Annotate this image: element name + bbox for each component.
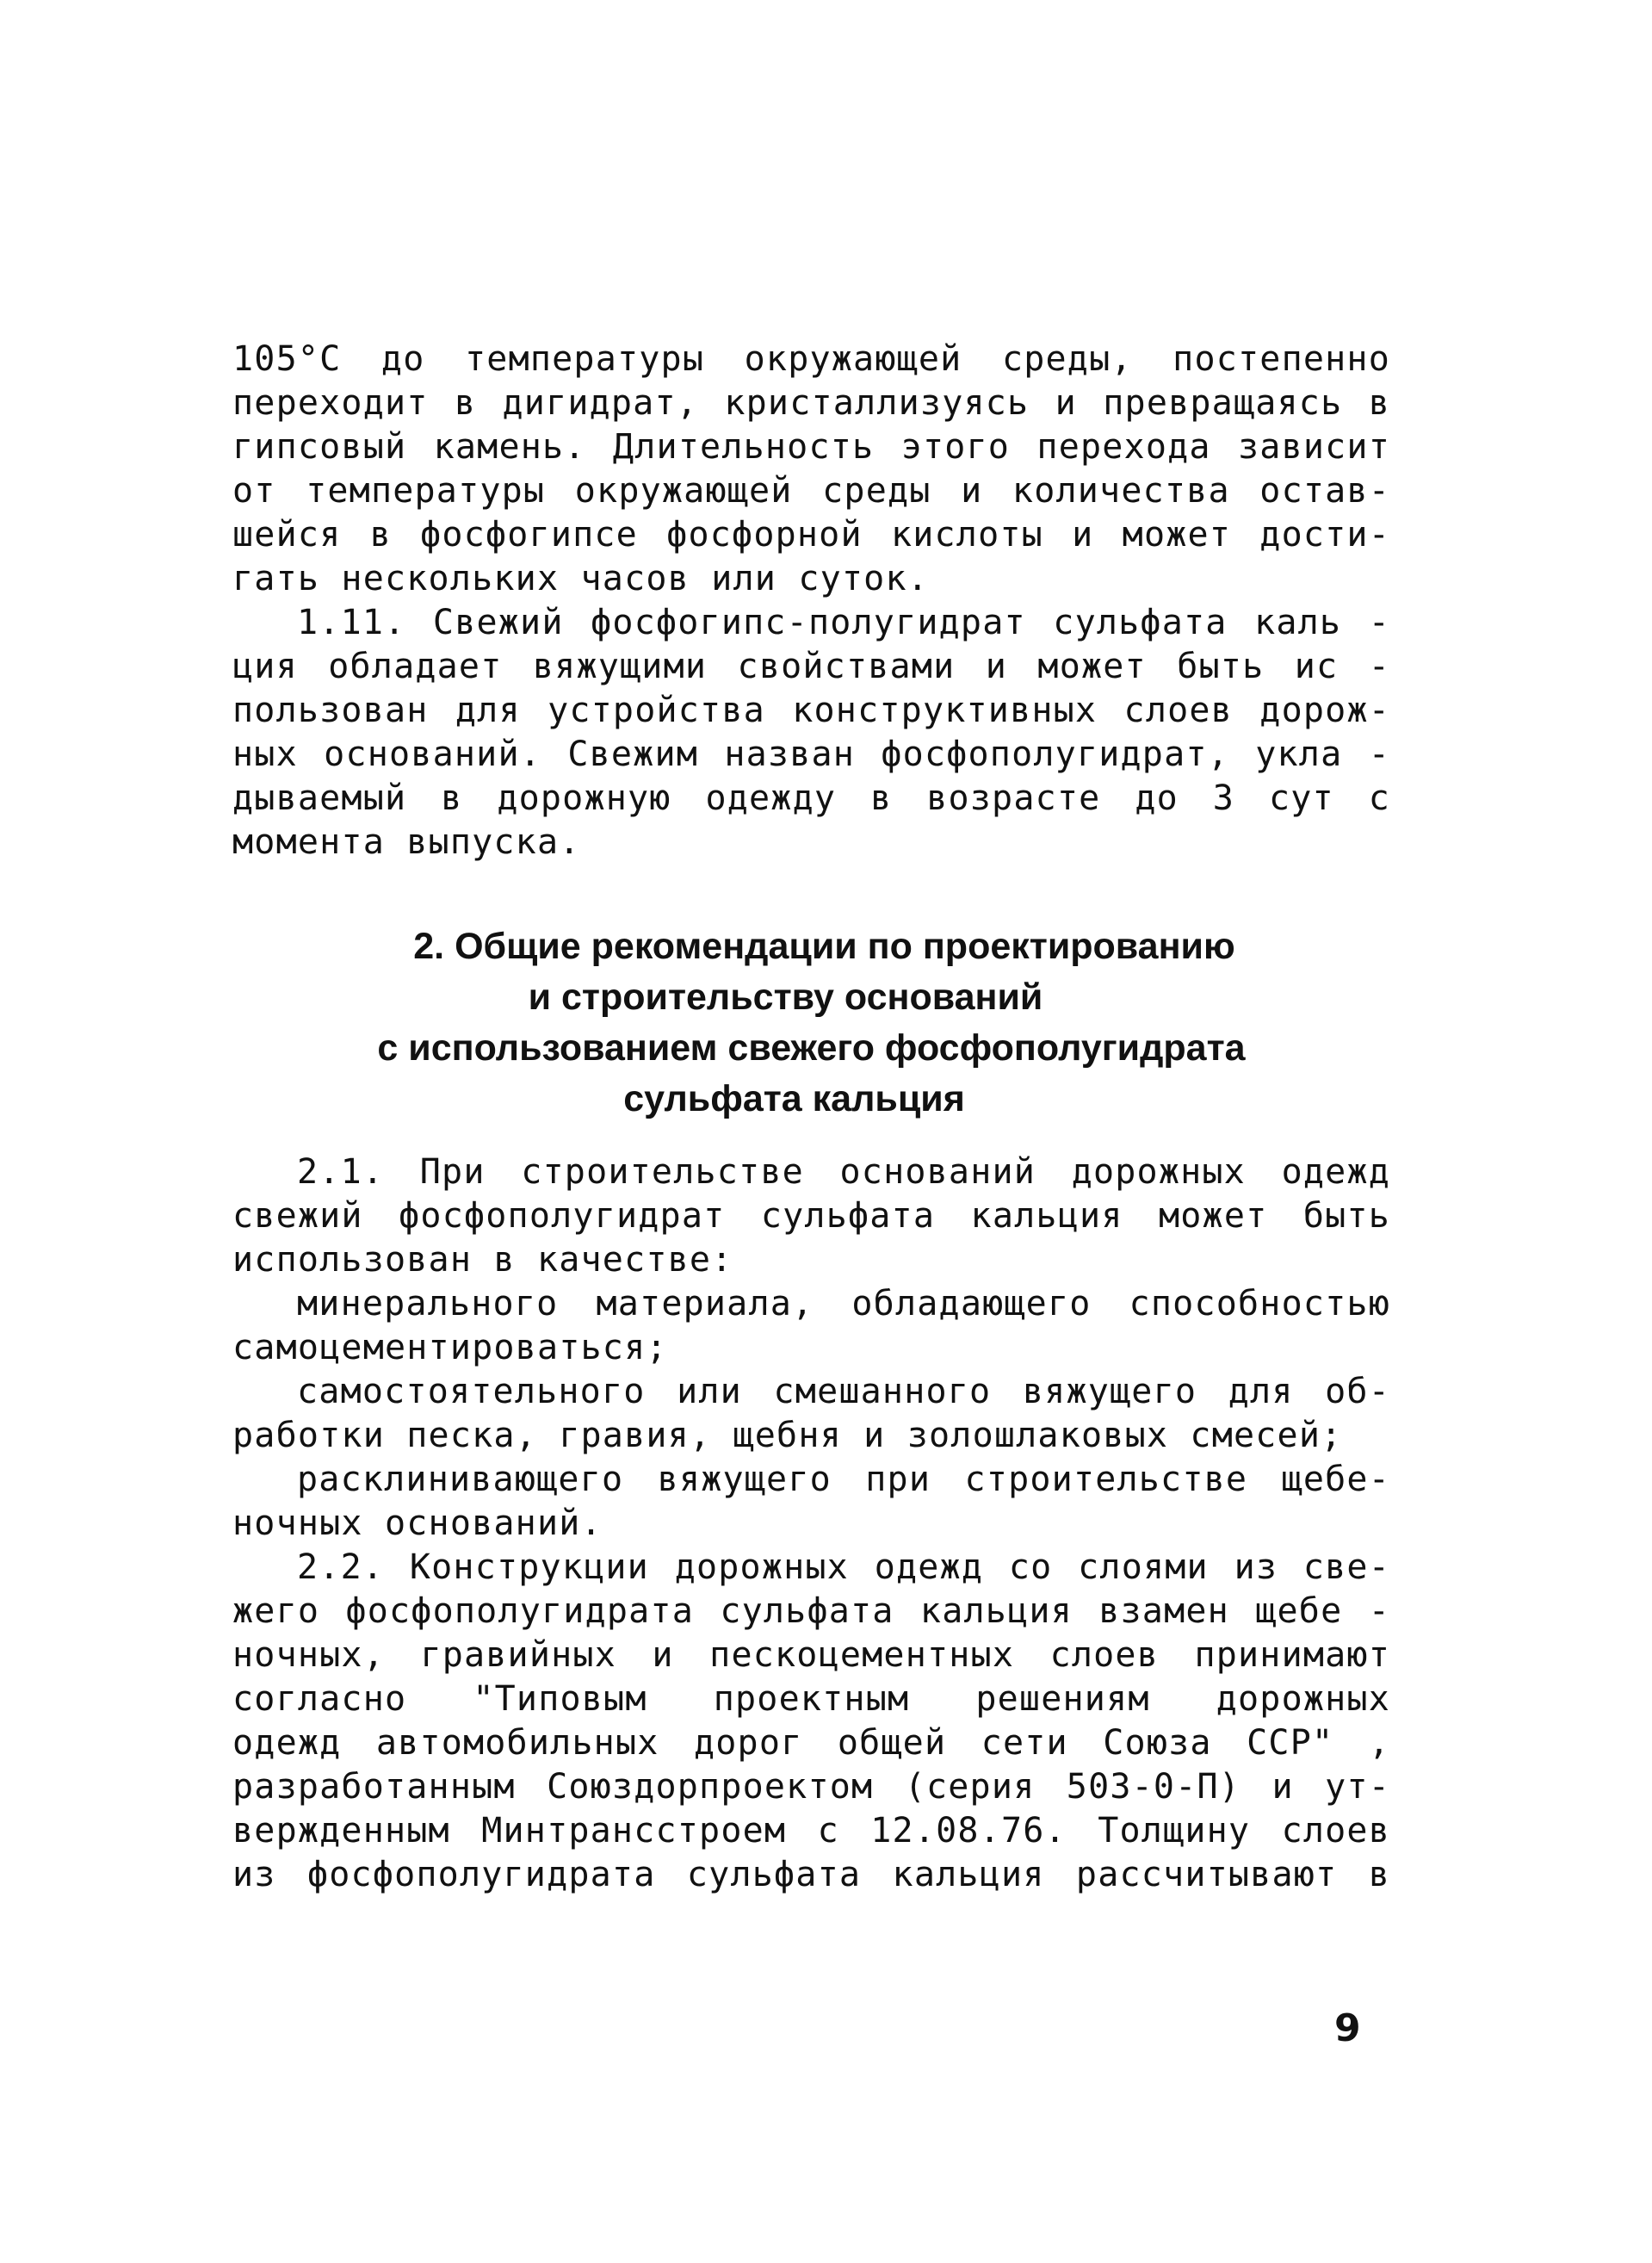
text-line: 1.11. Свежий фосфогипс-полугидрат сульфата каль - [297, 603, 1390, 642]
text-line: дываемый в дорожную одежду в возрасте до 3 сут с [232, 778, 1390, 818]
paragraph-block-bottom [232, 1150, 1390, 1897]
text-line: момента выпуска. [232, 822, 581, 862]
text-line: гипсовый камень. Длительность этого перехода зависит [232, 427, 1390, 467]
text-line: из фосфополугидрата сульфата кальция рассчитывают в [232, 1855, 1390, 1894]
paragraph-block-top [232, 338, 1390, 865]
text-line: разработанным Союздорпроектом (серия 503-0-П) и ут- [232, 1767, 1390, 1807]
text-line: от температуры окружающей среды и количества остав- [232, 471, 1390, 511]
text-line: работки песка, гравия, щебня и золошлаковых смесей; [232, 1416, 1343, 1455]
text-line: ночных, гравийных и пескоцементных слоев принимают [232, 1635, 1390, 1675]
text-line: ция обладает вяжущими свойствами и может быть ис - [232, 647, 1390, 686]
heading-line: с использованием свежего фосфополугидрата [377, 1027, 1246, 1069]
heading-line: сульфата кальция [623, 1078, 965, 1119]
page-number: 9 [1334, 2006, 1361, 2050]
text-line: самоцементироваться; [232, 1328, 668, 1367]
text-line: свежий фосфополугидрат сульфата кальция может быть [232, 1196, 1390, 1236]
text-line: вержденным Минтрансстроем с 12.08.76. Толщину слоев [232, 1811, 1390, 1851]
text-line: шейся в фосфогипсе фосфорной кислоты и может дости- [232, 515, 1390, 555]
text-line: минерального материала, обладающего способностью [297, 1284, 1390, 1324]
text-line: жего фосфополугидрата сульфата кальция взамен щебе - [232, 1591, 1390, 1631]
text-line: переходит в дигидрат, кристаллизуясь и превращаясь в [232, 383, 1390, 423]
heading-line: и строительству оснований [528, 976, 1043, 1018]
text-line: 105°С до температуры окружающей среды, постепенно [232, 339, 1390, 379]
text-line: 2.2. Конструкции дорожных одежд со слоями из све- [297, 1547, 1390, 1587]
text-line: пользован для устройства конструктивных слоев дорож- [232, 691, 1390, 730]
text-line: согласно "Типовым проектным решениям дорожных [232, 1679, 1390, 1719]
text-line: использован в качестве: [232, 1240, 733, 1280]
text-line: ночных оснований. [232, 1504, 603, 1543]
text-line: одежд автомобильных дорог общей сети Союза ССР" , [232, 1723, 1390, 1763]
section-heading [232, 921, 1390, 1125]
text-line: самостоятельного или смешанного вяжущего для об- [297, 1372, 1390, 1411]
text-line: гать нескольких часов или суток. [232, 559, 930, 598]
text-line: ных оснований. Свежим назван фосфополугидрат, укла - [232, 735, 1390, 774]
text-line: 2.1. При строительстве оснований дорожных одежд [297, 1152, 1390, 1192]
text-line: расклинивающего вяжущего при строительстве щебе- [297, 1460, 1390, 1499]
heading-line: 2. Общие рекомендации по проектированию [413, 926, 1235, 967]
